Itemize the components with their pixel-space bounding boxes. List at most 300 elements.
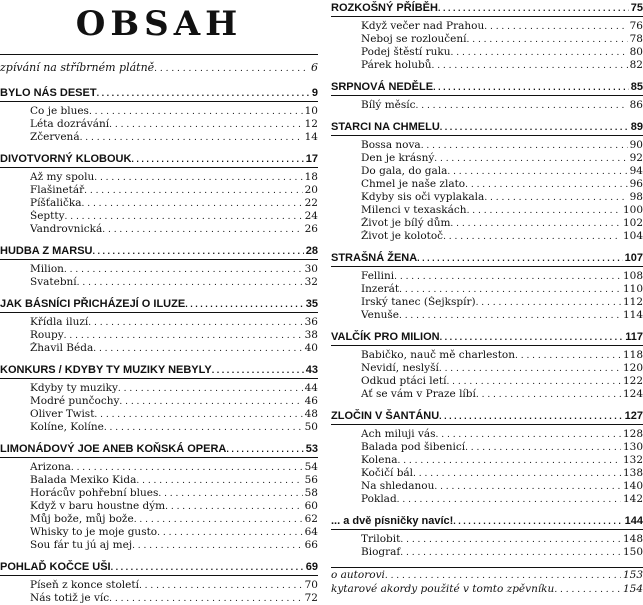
leader-dots [431, 59, 627, 72]
toc-section [331, 513, 643, 559]
right-sections [331, 0, 643, 559]
leader-dots [84, 184, 302, 197]
leader-dots [467, 204, 621, 217]
page-title: OBSAH [75, 4, 243, 44]
leader-dots [94, 171, 302, 184]
leader-dots [440, 329, 624, 345]
section-items [30, 171, 318, 236]
entry-page: 80 [629, 46, 643, 58]
entry-title: Kdyby ty muziky [30, 382, 118, 394]
leader-dots [88, 316, 302, 329]
leader-dots [65, 210, 303, 223]
leader-dots [385, 568, 621, 582]
entry-page: 66 [304, 539, 318, 551]
tail-entry [331, 568, 643, 582]
entry-page: 108 [622, 270, 643, 282]
section-items [30, 316, 318, 355]
leader-dots [93, 342, 302, 355]
section-items [361, 533, 643, 559]
toc-section [331, 79, 643, 112]
leader-dots [77, 276, 303, 289]
section-heading [0, 296, 318, 313]
song-entry [30, 395, 318, 408]
song-entry [30, 474, 318, 487]
entry-page: 85 [630, 81, 643, 93]
entry-title: SRPNOVÁ NEDĚLE [331, 81, 434, 93]
toc-section [331, 329, 643, 401]
entry-title: Ach miluji vás [361, 428, 436, 440]
entry-title: Sou fár tu jú aj mej [30, 539, 133, 551]
leader-dots [434, 152, 627, 165]
entry-title: VALČÍK PRO MILION [331, 331, 440, 343]
toc-section [0, 296, 318, 355]
song-entry [30, 382, 318, 395]
entry-page: 104 [622, 230, 643, 242]
entry-title: Co je blues [30, 105, 89, 117]
leader-dots [450, 217, 621, 230]
entry-page: 46 [304, 395, 318, 407]
song-entry [361, 191, 643, 204]
leader-dots [413, 467, 621, 480]
song-entry [361, 546, 643, 559]
entry-page: 54 [304, 461, 318, 473]
song-entry [361, 230, 643, 243]
leader-dots [446, 375, 621, 388]
leader-dots [139, 579, 303, 592]
entry-page: 154 [622, 583, 643, 595]
entry-title: Nás totiž je víc [30, 592, 110, 604]
section-heading [331, 250, 643, 267]
section-items [30, 461, 318, 552]
section-items [361, 99, 643, 112]
entry-title: ZLOČIN V ŠANTÁNU [331, 410, 440, 422]
entry-title: JAK BÁSNÍCI PŘICHÁZEJÍ O ILUZE [0, 298, 186, 310]
song-entry [30, 513, 318, 526]
song-entry [361, 428, 643, 441]
section-items [361, 20, 643, 72]
tail-entry [331, 582, 643, 596]
song-entry [30, 487, 318, 500]
entry-title: Nevidí, neslyší [361, 362, 439, 374]
section-heading [0, 243, 318, 260]
entry-title: zpívání na stříbrném plátně [0, 61, 155, 74]
entry-title: Chmel je naše zlato [361, 178, 466, 190]
leader-dots [515, 349, 621, 362]
entry-page: 70 [304, 579, 318, 591]
entry-page: 82 [629, 59, 643, 71]
entry-page: 112 [622, 296, 643, 308]
leader-dots [64, 329, 303, 342]
leader-dots [64, 263, 303, 276]
entry-page: 35 [305, 298, 318, 310]
entry-title: kytarové akordy použité v tomto zpěvníku [331, 583, 555, 595]
song-entry [361, 46, 643, 59]
right-column [331, 0, 643, 596]
leader-dots [212, 362, 304, 378]
entry-page: 60 [304, 500, 318, 512]
leader-dots [92, 243, 303, 259]
leader-dots [397, 454, 620, 467]
entry-page: 150 [622, 546, 643, 558]
section-heading [0, 362, 318, 379]
entry-title: KONKURS / KDYBY TY MUZIKY NEBYLY [0, 364, 212, 376]
toc-section [0, 441, 318, 552]
entry-title: o autorovi [331, 569, 385, 581]
leader-dots [465, 441, 621, 454]
entry-page: 90 [629, 139, 643, 151]
entry-title: HUDBA Z MARSU [0, 245, 93, 257]
entry-page: 24 [304, 210, 318, 222]
toc-section [0, 151, 318, 236]
toc-section [331, 408, 643, 506]
song-entry [30, 210, 318, 223]
leader-dots [399, 309, 621, 322]
entry-title: DIVOTVORNÝ KLOBOUK [0, 153, 132, 165]
entry-title: Balada pod šibenicí [361, 441, 466, 453]
section-items [30, 579, 318, 605]
entry-title: Podej štěstí ruku [361, 46, 451, 58]
leader-dots [397, 493, 621, 506]
entry-page: 107 [624, 252, 643, 264]
intro-entry [0, 61, 318, 75]
entry-title: Whisky to je moje gusto [30, 526, 158, 538]
leader-dots [436, 428, 621, 441]
section-items [30, 263, 318, 289]
leader-dots [94, 408, 302, 421]
entry-page: 120 [622, 362, 643, 374]
leader-dots [134, 513, 303, 526]
entry-title: Párek holubů [361, 59, 432, 71]
song-entry [361, 204, 643, 217]
leader-dots [158, 487, 302, 500]
entry-page: 140 [622, 480, 643, 492]
leader-dots [453, 513, 622, 529]
entry-page: 98 [629, 191, 643, 203]
entry-page: 32 [304, 276, 318, 288]
entry-page: 64 [304, 526, 318, 538]
leader-dots [157, 526, 303, 539]
toc-section [0, 362, 318, 434]
section-items [361, 270, 643, 322]
song-entry [361, 139, 643, 152]
song-entry [361, 309, 643, 322]
leader-dots [476, 388, 621, 401]
entry-title: Až my spolu [30, 171, 95, 183]
entry-title: Kolíne, Kolíne [30, 421, 104, 433]
leader-dots [399, 283, 621, 296]
entry-page: 110 [622, 283, 643, 295]
leader-dots [82, 197, 303, 210]
entry-page: 43 [305, 364, 318, 376]
leader-dots [102, 223, 302, 236]
entry-title: Kdyby sis oči vyplakala [361, 191, 485, 203]
leader-dots [131, 151, 303, 167]
leader-dots [111, 559, 304, 575]
entry-title: POHLAĎ KOČCE UŠI [0, 561, 111, 573]
leader-dots [89, 105, 303, 118]
section-heading [331, 408, 643, 425]
song-entry [30, 263, 318, 276]
song-entry [361, 165, 643, 178]
toc-section [0, 559, 318, 605]
song-entry [361, 59, 643, 72]
leader-dots [434, 480, 621, 493]
leader-dots [443, 230, 621, 243]
entry-page: 86 [629, 99, 643, 111]
leader-dots [465, 178, 628, 191]
leader-dots [97, 85, 310, 101]
entry-page: 72 [304, 592, 318, 604]
entry-title: Ať se vám v Praze líbí [361, 388, 476, 400]
toc-section [331, 0, 643, 72]
entry-page: 75 [630, 2, 643, 14]
entry-title: Na shledanou [361, 480, 435, 492]
song-entry [361, 33, 643, 46]
entry-page: 144 [624, 515, 643, 527]
entry-page: 58 [304, 487, 318, 499]
song-entry [30, 342, 318, 355]
entry-title: Bossa nova [361, 139, 421, 151]
song-entry [30, 131, 318, 144]
section-heading [0, 85, 318, 102]
entry-title: Šeptty [30, 210, 65, 222]
section-heading [0, 151, 318, 168]
toc-section [0, 243, 318, 289]
song-entry [30, 539, 318, 552]
leader-dots [439, 362, 621, 375]
entry-title: Babičko, nauč mě charleston [361, 349, 515, 361]
song-entry [30, 592, 318, 605]
entry-page: 114 [622, 309, 643, 321]
entry-title: Kolena [361, 454, 398, 466]
entry-page: 17 [305, 153, 318, 165]
left-sections [0, 85, 318, 605]
toc-section [0, 85, 318, 144]
entry-title: Neboj se rozloučení [361, 33, 467, 45]
leader-dots [440, 119, 629, 135]
song-entry [30, 316, 318, 329]
entry-title: Inzerát [361, 283, 400, 295]
entry-page: 148 [622, 533, 643, 545]
leader-dots [417, 250, 622, 266]
entry-page: 38 [304, 329, 318, 341]
leader-dots [109, 118, 302, 131]
song-entry [361, 533, 643, 546]
entry-page: 138 [622, 467, 643, 479]
leader-dots [439, 408, 622, 424]
song-entry [30, 276, 318, 289]
entry-page: 44 [304, 382, 318, 394]
leader-dots [394, 270, 621, 283]
entry-page: 92 [629, 152, 643, 164]
entry-page: 6 [311, 61, 318, 74]
entry-title: Píseň z konce století [30, 579, 139, 591]
section-heading [331, 513, 643, 530]
entry-title: Do gala, do gala [361, 165, 448, 177]
entry-page: 94 [629, 165, 643, 177]
leader-dots [451, 46, 628, 59]
entry-page: 89 [630, 121, 643, 133]
leader-dots [484, 20, 627, 33]
entry-title: Kočičí bál [361, 467, 414, 479]
song-entry [361, 362, 643, 375]
entry-page: 118 [622, 349, 643, 361]
entry-title: Biograf [361, 546, 401, 558]
entry-page: 22 [304, 197, 318, 209]
entry-page: 76 [629, 20, 643, 32]
leader-dots [80, 131, 303, 144]
leader-dots [554, 582, 621, 596]
entry-title: Milenci v texaskách [361, 204, 467, 216]
entry-title: Křídla iluzí [30, 316, 89, 328]
entry-title: STARCI NA CHMELU [331, 121, 440, 133]
leader-dots [154, 61, 309, 75]
song-entry [361, 20, 643, 33]
entry-title: Venuše [361, 309, 399, 321]
entry-page: 12 [304, 118, 318, 130]
song-entry [361, 178, 643, 191]
entry-page: 18 [304, 171, 318, 183]
section-items [30, 105, 318, 144]
entry-page: 142 [622, 493, 643, 505]
leader-dots [421, 139, 628, 152]
entry-title: Poklad [361, 493, 397, 505]
entry-page: 30 [304, 263, 318, 275]
leader-dots [447, 165, 627, 178]
entry-page: 153 [622, 569, 643, 581]
entry-page: 62 [304, 513, 318, 525]
song-entry [30, 223, 318, 236]
entry-page: 10 [304, 105, 318, 117]
entry-title: ... a dvě písničky navíc! [331, 515, 454, 527]
song-entry [30, 184, 318, 197]
song-entry [30, 171, 318, 184]
song-entry [361, 454, 643, 467]
entry-title: Bílý měsíc [361, 99, 416, 111]
entry-page: 78 [629, 33, 643, 45]
leader-dots [467, 33, 628, 46]
leader-dots [476, 296, 621, 309]
entry-title: LIMONÁDOVÝ JOE ANEB KOŇSKÁ OPERA [0, 443, 227, 455]
section-heading [331, 329, 643, 346]
toc-section [331, 119, 643, 243]
entry-page: 48 [304, 408, 318, 420]
leader-dots [109, 592, 302, 605]
entry-page: 96 [629, 178, 643, 190]
entry-page: 130 [622, 441, 643, 453]
song-entry [30, 408, 318, 421]
entry-page: 132 [622, 454, 643, 466]
tail-entries [331, 567, 643, 596]
entry-page: 20 [304, 184, 318, 196]
section-heading [331, 119, 643, 136]
song-entry [30, 329, 318, 342]
section-items [361, 428, 643, 506]
leader-dots [71, 461, 303, 474]
song-entry [30, 526, 318, 539]
leader-dots [226, 441, 303, 457]
entry-title: Vandrovnická [30, 223, 103, 235]
entry-title: Trilobit [361, 533, 401, 545]
leader-dots [433, 79, 629, 95]
entry-title: Život je kolotoč [361, 230, 444, 242]
entry-page: 36 [304, 316, 318, 328]
section-heading [0, 559, 318, 576]
entry-page: 26 [304, 223, 318, 235]
entry-page: 128 [622, 428, 643, 440]
entry-title: Můj bože, můj bože [30, 513, 134, 525]
song-entry [361, 480, 643, 493]
entry-page: 102 [622, 217, 643, 229]
entry-title: Irský tanec (Šejkspír) [361, 296, 476, 308]
section-items [30, 382, 318, 434]
entry-title: Zčervená [30, 131, 80, 143]
song-entry [361, 152, 643, 165]
song-entry [30, 197, 318, 210]
song-entry [30, 421, 318, 434]
song-entry [30, 579, 318, 592]
song-entry [361, 375, 643, 388]
leader-dots [484, 191, 627, 204]
entry-title: Když večer nad Prahou [361, 20, 485, 32]
entry-page: 50 [304, 421, 318, 433]
song-entry [30, 118, 318, 131]
song-entry [361, 467, 643, 480]
entry-title: Horácův pohřební blues [30, 487, 159, 499]
left-column [0, 0, 318, 605]
entry-page: 124 [622, 388, 643, 400]
entry-title: Roupy [30, 329, 64, 341]
entry-title: Fellini [361, 270, 395, 282]
section-heading [0, 441, 318, 458]
entry-title: Svatební [30, 276, 77, 288]
song-entry [30, 105, 318, 118]
entry-page: 28 [305, 245, 318, 257]
entry-title: Modré punčochy [30, 395, 120, 407]
song-entry [361, 388, 643, 401]
leader-dots [119, 395, 302, 408]
entry-title: STRAŠNÁ ŽENA [331, 252, 418, 264]
entry-title: Balada Mexiko Kida [30, 474, 137, 486]
song-entry [361, 99, 643, 112]
leader-dots [185, 296, 304, 312]
song-entry [361, 349, 643, 362]
leader-dots [165, 500, 303, 513]
entry-page: 100 [622, 204, 643, 216]
toc-section [331, 250, 643, 322]
leader-dots [104, 421, 303, 434]
leader-dots [132, 539, 303, 552]
entry-page: 69 [305, 561, 318, 573]
entry-title: Žhavil Béda [30, 342, 94, 354]
song-entry [30, 461, 318, 474]
leader-dots [438, 0, 629, 16]
song-entry [361, 217, 643, 230]
section-items [361, 139, 643, 243]
song-entry [361, 493, 643, 506]
entry-title: Léta dozrávání [30, 118, 110, 130]
song-entry [30, 500, 318, 513]
song-entry [361, 270, 643, 283]
entry-title: Odkud ptáci letí [361, 375, 447, 387]
entry-page: 9 [311, 87, 318, 99]
entry-title: Den je krásný [361, 152, 435, 164]
entry-title: Oliver Twist [30, 408, 95, 420]
leader-dots [136, 474, 302, 487]
entry-page: 122 [622, 375, 643, 387]
leader-dots [400, 546, 621, 559]
song-entry [361, 441, 643, 454]
